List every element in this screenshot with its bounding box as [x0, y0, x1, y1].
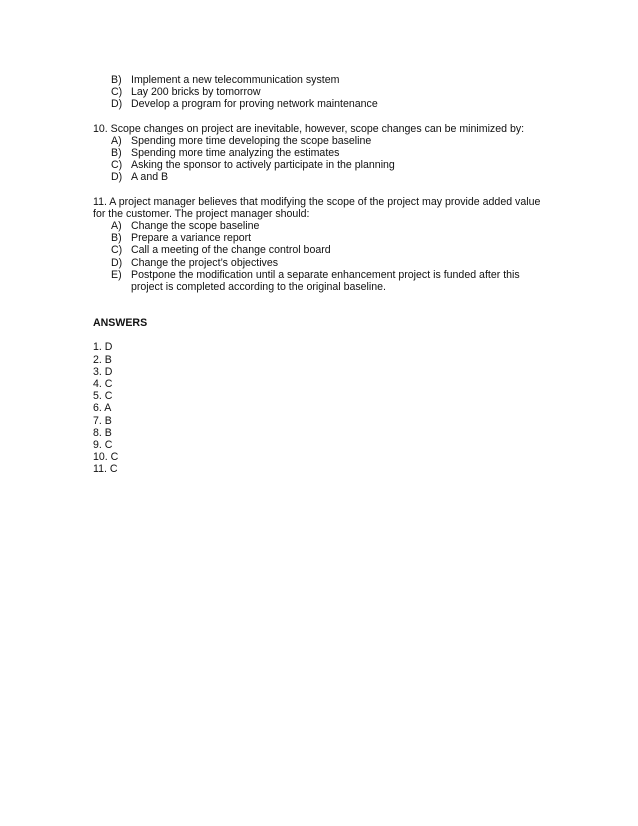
answer-item: 2. B: [93, 353, 112, 366]
option: [111, 269, 553, 293]
option-text: Implement a new telecommunication system: [131, 74, 340, 86]
option: [111, 220, 553, 232]
option: [111, 147, 553, 159]
option-text: Change the scope baseline: [131, 220, 260, 233]
option: [111, 232, 553, 244]
answer-item: 11. C: [93, 463, 118, 476]
answers-list: [93, 341, 553, 475]
option-text: Postpone the modification until a separate enhancement project is funded after this project is completed according to the original baseline.: [131, 268, 520, 294]
option-list: [93, 220, 553, 293]
option: [111, 257, 553, 269]
answers-heading: ANSWERS: [93, 317, 148, 330]
option: [111, 244, 553, 256]
option-letter: C): [111, 159, 123, 172]
option-letter: A): [111, 134, 122, 147]
answer-item: 9. C: [93, 439, 113, 452]
option-text: Change the project’s objectives: [131, 256, 279, 269]
answer-item: 1. D: [93, 341, 113, 354]
option-letter: B): [111, 232, 122, 245]
option: [111, 171, 553, 183]
option-letter: C): [111, 86, 123, 99]
question-11: [93, 196, 553, 294]
question-stem: 11. A project manager believes that modifying the scope of the project may provide added value for the customer. The project manager should:: [93, 195, 541, 220]
option-text: Lay 200 bricks by tomorrow: [131, 86, 261, 99]
option-text: Prepare a variance report: [131, 232, 252, 245]
option-text: Asking the sponsor to actively participate in the planning: [131, 159, 395, 172]
continued-options: [93, 74, 553, 111]
option-letter: E): [111, 268, 122, 281]
answer-item: 10. C: [93, 451, 119, 464]
answer-item: 4. C: [93, 378, 113, 391]
option: [111, 135, 553, 147]
document-page: [93, 74, 553, 476]
option: [111, 74, 553, 86]
answer-item: 8. B: [93, 426, 112, 439]
option-letter: D): [111, 256, 123, 269]
answer-item: 3. D: [93, 365, 113, 378]
answer-item: 5. C: [93, 390, 113, 403]
option-letter: B): [111, 74, 122, 86]
option-letter: D): [111, 171, 123, 184]
answer-item: 7. B: [93, 414, 112, 427]
option-letter: C): [111, 244, 123, 257]
option-text: Spending more time developing the scope baseline: [131, 134, 372, 147]
option: [111, 86, 553, 98]
option-text: Call a meeting of the change control board: [131, 244, 331, 257]
option-list: [93, 135, 553, 184]
option: [111, 98, 553, 110]
option-letter: A): [111, 220, 122, 233]
option-text: Spending more time analyzing the estimates: [131, 147, 340, 160]
option: [111, 159, 553, 171]
answer-item: 6. A: [93, 402, 112, 415]
option-text: A and B: [131, 171, 169, 184]
question-stem: 10. Scope changes on project are inevitable, however, scope changes can be minimized by:: [93, 122, 525, 135]
question-10: [93, 123, 553, 184]
option-letter: D): [111, 98, 123, 111]
option-letter: B): [111, 147, 122, 160]
option-text: Develop a program for proving network maintenance: [131, 98, 378, 111]
